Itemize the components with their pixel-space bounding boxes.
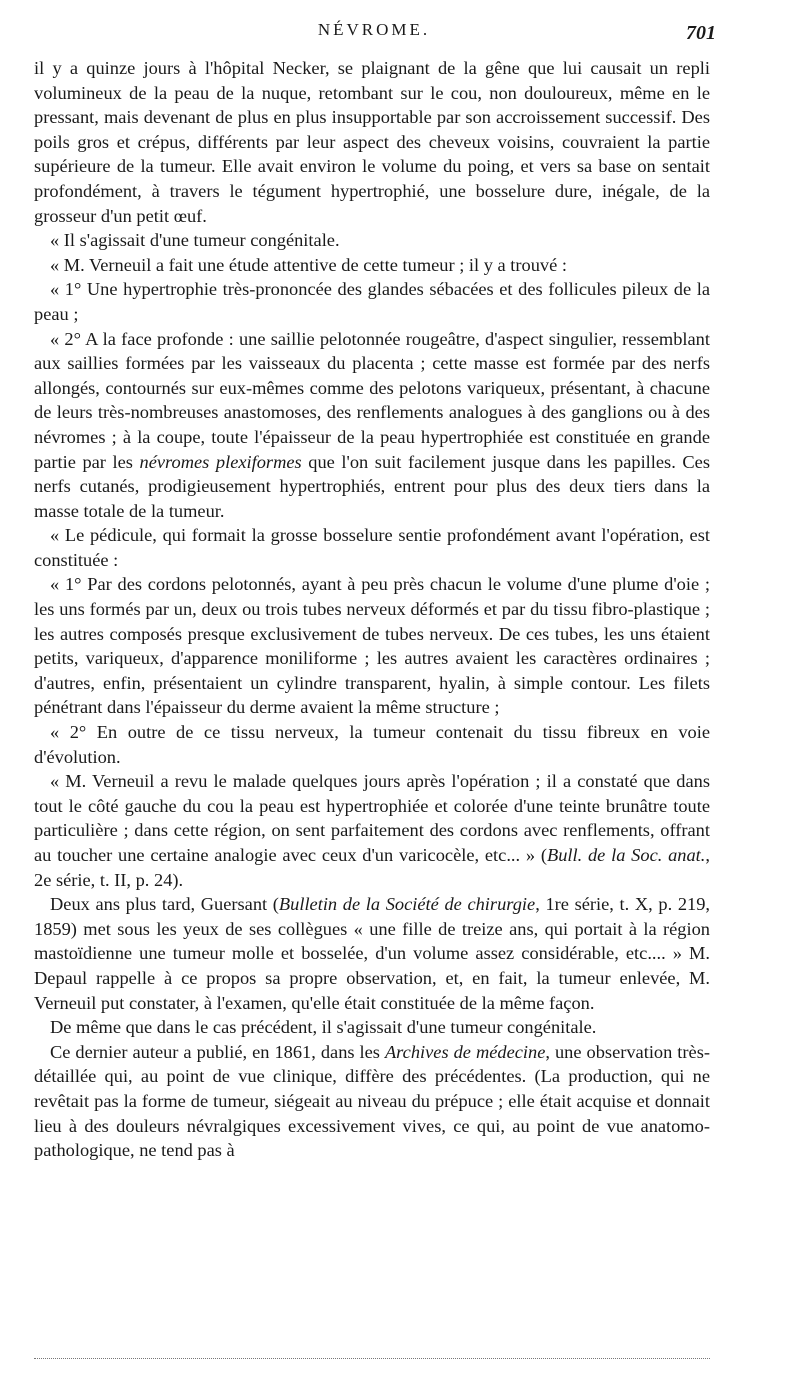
- italic-citation: Archives de médecine: [384, 1041, 546, 1062]
- text-segment: , 2e série, t. II, p. 24).: [34, 845, 710, 890]
- text-segment: Ce dernier auteur a publié, en 1861, dans les: [50, 1041, 385, 1062]
- paragraph: [34, 1015, 710, 1040]
- paragraph: [34, 769, 710, 892]
- italic-citation: Bull. de la Soc. anat.: [546, 845, 706, 865]
- paragraph: [34, 56, 710, 228]
- paragraph: [34, 327, 710, 524]
- running-title: NÉVROME.: [317, 20, 431, 39]
- text-segment: il y a quinze jours à l'hôpital Necker, se plaignant de la gêne que lui causait un repli volumineux de la peau de la nuque, retombant sur le cou, non douloureux, même en le pressant, mais devenant de plus en plus insupportable par son accroissement successif. Des poils gros et crépus, différents par leur aspect des cheveux voisins, couvraient la partie supérieure de la tumeur. Elle avait environ le volume du poing, et vers sa base on sentait profondément, à travers le tégument hypertrophié, une bosselure dure, inégale, de la grosseur d'un petit œuf.: [34, 58, 710, 226]
- paragraph: [34, 277, 710, 326]
- paragraph: [34, 228, 710, 253]
- paragraph: [34, 523, 710, 572]
- paragraph: [34, 1040, 710, 1163]
- paragraph: [34, 572, 710, 720]
- paragraph: [34, 892, 710, 1015]
- italic-citation: névromes plexiformes: [139, 451, 302, 472]
- page-header: [34, 20, 714, 48]
- page-number: 701: [686, 22, 716, 44]
- text-segment: « 1° Par des cordons pelotonnés, ayant à peu près chacun le volume d'une plume d'oie ; les uns formés par un, deux ou trois tubes nerveux déformés et par du tissu fibro-plastique ; les autres composés presque exclusivement de tubes nerveux. De ces tubes, les uns étaient petits, variqueux, d'apparence moniliforme ; les autres avaient les caractères ordinaires ; d'autres, enfin, présentaient un cylindre transparent, hyalin, à simple contour. Les filets pénétrant dans l'épaisseur du derme avaient la même structure ;: [34, 574, 710, 718]
- footer-rule: [34, 1358, 710, 1359]
- body-text: [34, 56, 710, 1163]
- text-segment: « 1° Une hypertrophie très-prononcée des glandes sébacées et des follicules pileux de la peau ;: [34, 279, 710, 324]
- text-segment: De même que dans le cas précédent, il s'agissait d'une tumeur congénitale.: [50, 1017, 597, 1038]
- text-segment: « 2° En outre de ce tissu nerveux, la tumeur contenait du tissu fibreux en voie d'évolution.: [34, 722, 710, 767]
- italic-citation: Bulletin de la Société de chirurgie: [278, 894, 536, 915]
- paragraph: [34, 720, 710, 769]
- text-segment: « Il s'agissait d'une tumeur congénitale.: [50, 230, 340, 251]
- text-segment: Deux ans plus tard, Guersant (: [50, 894, 279, 915]
- text-segment: « Le pédicule, qui formait la grosse bosselure sentie profondément avant l'opération, est constituée :: [34, 525, 710, 570]
- text-segment: « M. Verneuil a fait une étude attentive de cette tumeur ; il y a trouvé :: [50, 254, 567, 275]
- text-segment: , 1re série, t. X, p. 219, 1859) met sous les yeux de ses collègues « une fille de treize ans, qui portait à la région mastoïdienne une tumeur molle et bosselée, d'un volume assez considérable, etc.... » M. Depaul rappelle à ce propos sa propre observation, et, en fait, la tumeur enlevée, M. Verneuil put constater, à l'examen, qu'elle était constituée de la même façon.: [34, 894, 711, 1013]
- text-segment: que l'on suit facilement jusque dans les papilles. Ces nerfs cutanés, prodigieusement hypertrophiés, entrent pour plus des deux tiers dans la masse totale de la tumeur.: [34, 451, 710, 521]
- text-segment: « M. Verneuil a revu le malade quelques jours après l'opération ; il a constaté que dans tout le côté gauche du cou la peau est hypertrophiée et colorée d'une teinte brunâtre toute particulière ; dans cette région, on sent parfaitement des cordons avec renflements, offrant au toucher une certaine analogie avec ceux d'un varicocèle, etc... » (: [34, 771, 710, 865]
- paragraph: [34, 253, 710, 278]
- text-segment: , une observation très-détaillée qui, au point de vue clinique, diffère des précédentes. (La production, qui ne revêtait pas la forme de tumeur, siégeait au niveau du prépuce ; elle était acquise et donnait lieu à des douleurs névralgiques excessivement vives, ce qui, au point de vue anatomo-pathologique, ne tend pas à: [34, 1041, 710, 1161]
- text-segment: « 2° A la face profonde : une saillie pelotonnée rougeâtre, d'aspect singulier, ressemblant aux saillies formées par les vaisseaux du placenta ; cette masse est formée par des nerfs allongés, contournés sur eux-mêmes comme des pelotons variqueux, présentant, à chacune de leurs très-nombreuses anastomoses, des renflements analogues à des ganglions ou à des névromes ; à la coupe, toute l'épaisseur de la peau hypertrophiée est constituée en grande partie par les: [34, 328, 710, 472]
